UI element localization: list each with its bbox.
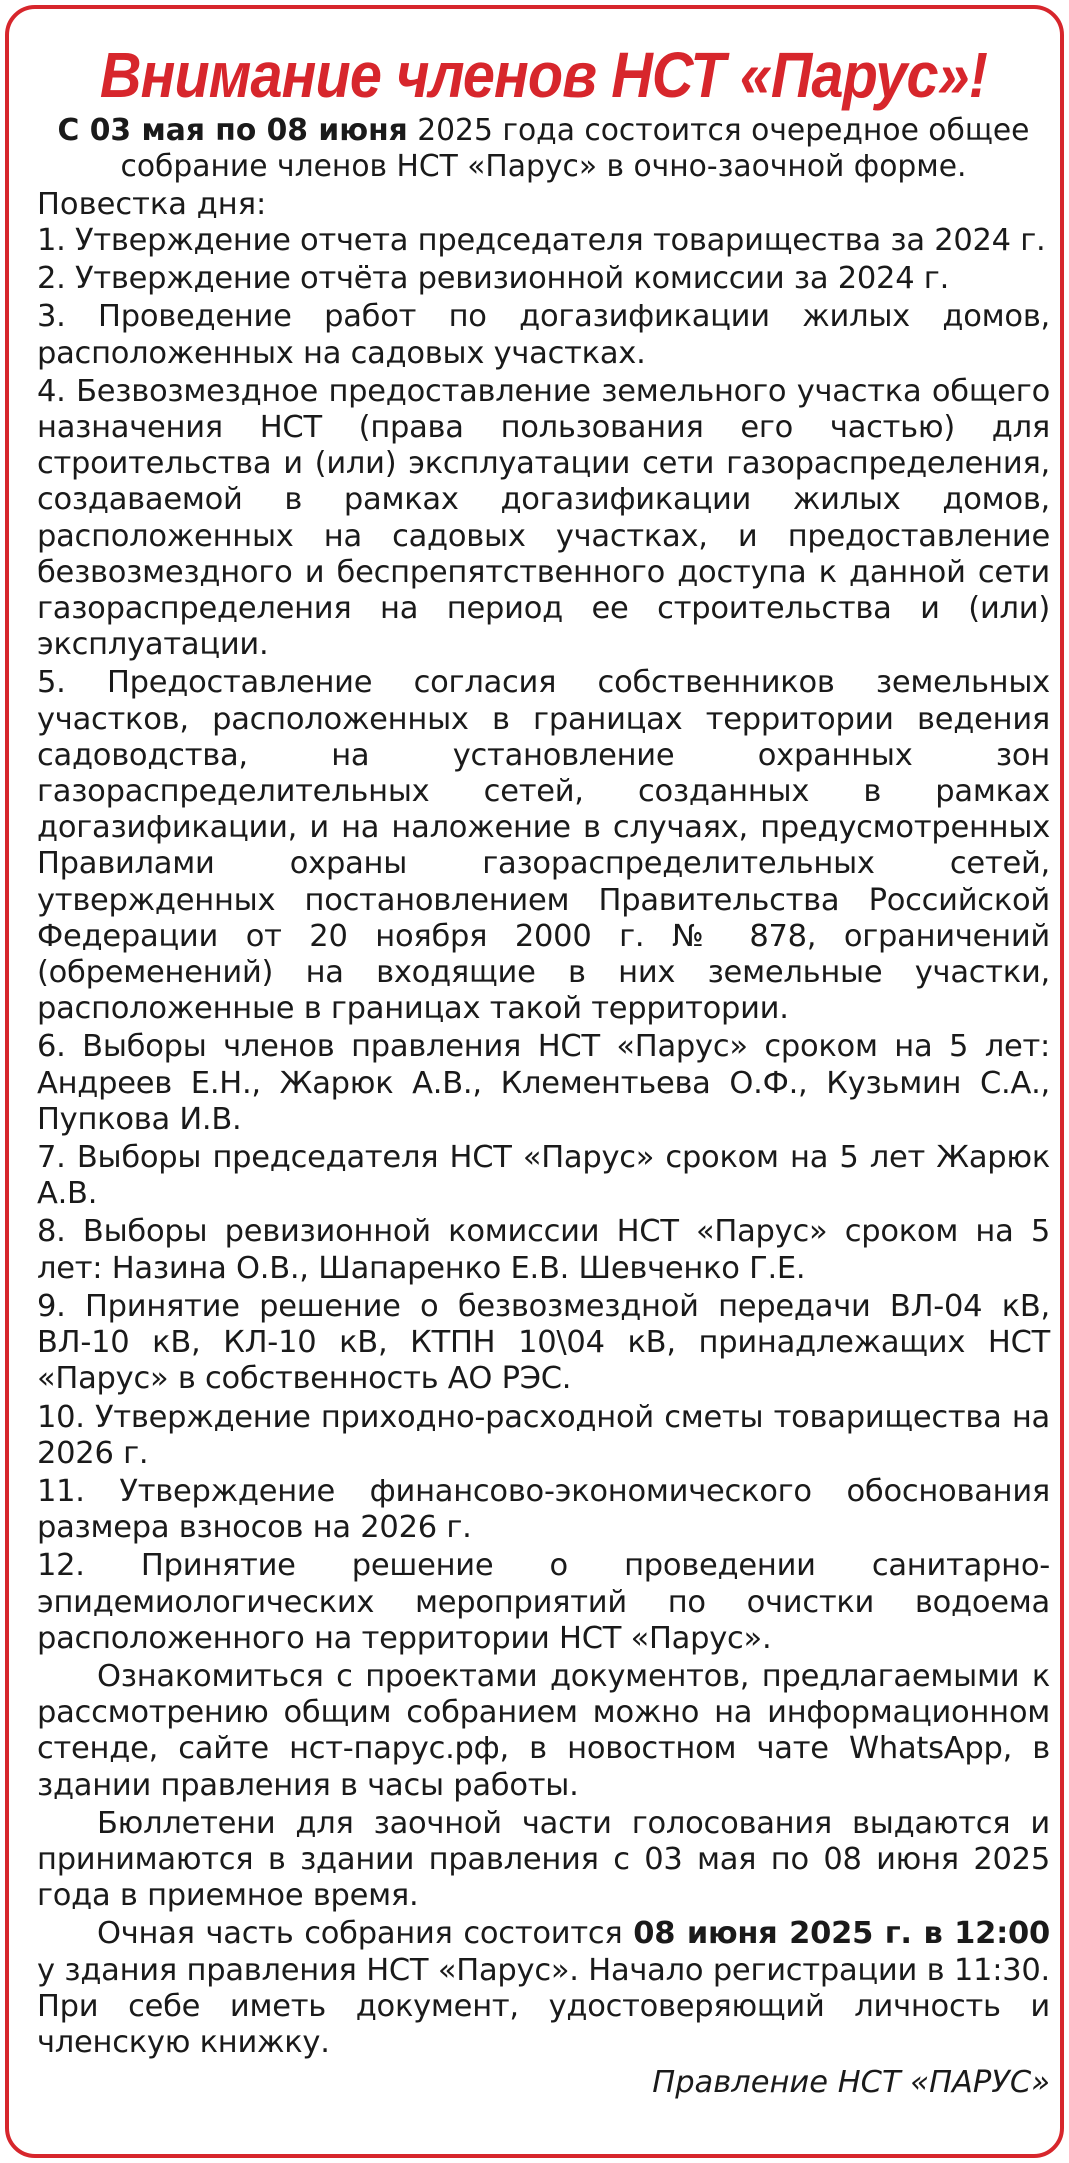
intro-paragraph xyxy=(50,113,1038,185)
agenda-item-7: 7. Выборы председателя НСТ «Парус» сроком на 5 лет Жарюк А.В. xyxy=(37,1140,1050,1212)
documents-paragraph: Ознакомиться с проектами документов, предлагаемыми к рассмотрению общим собранием можно на информационном стенде, сайте нст-парус.рф, в новостном чате WhatsApp, в здании правления в часы работы. xyxy=(37,1658,1050,1803)
signature: Правление НСТ «ПАРУС» xyxy=(652,2065,1050,2101)
agenda-item-5: 5. Предоставление согласия собственников земельных участков, расположенных в границах территории ведения садоводства, на установление охранных зон газораспределительных сетей, созданных в рамках догазификации, и на наложение в случаях, предусмотренных Правилами охраны газораспределительных сетей, утвержденных постановлением Правительства Российской Федерации от 20 ноября 2000 г. № 878, ограничений (обременений) на входящие в них земельные участки, расположенные в границах такой территории. xyxy=(37,665,1050,1027)
agenda-item-11: 11. Утверждение финансово-экономического обоснования размера взносов на 2026 г. xyxy=(37,1473,1050,1546)
notice-frame xyxy=(5,5,1064,2158)
meeting-text-before: Очная часть собрания состоится xyxy=(97,1916,634,1952)
meeting-text-after: у здания правления НСТ «Парус». Начало регистрации в 11:30. При себе иметь документ, удостоверяющий личность и членскую книжку. xyxy=(37,1952,1050,2060)
agenda-item-12: 12. Принятие решение о проведении санитарно-эпидемиологических мероприятий по очистки водоема расположенного на территории НСТ «Парус». xyxy=(37,1548,1050,1656)
agenda-list xyxy=(37,223,1050,1657)
agenda-item-9: 9. Принятие решение о безвозмездной передачи ВЛ-04 кВ, ВЛ-10 кВ, КЛ-10 кВ, КТПН 10\04 кВ, принадлежащих НСТ «Парус» в собственность АО РЭС. xyxy=(37,1288,1050,1397)
agenda-item-6: 6. Выборы членов правления НСТ «Парус» сроком на 5 лет: Андреев Е.Н., Жарюк А.В., Клементьева О.Ф., Кузьмин С.А., Пупкова И.В. xyxy=(37,1029,1050,1137)
intro-text: 2025 года состоится очередное общее собрание членов НСТ «Парус» в очно-заочной форме. xyxy=(120,113,1030,184)
agenda-heading: Повестка дня: xyxy=(37,187,267,222)
intro-dates: С 03 мая по 08 июня xyxy=(57,113,408,148)
notice-title: Внимание членов НСТ «Парус»! xyxy=(99,39,988,111)
agenda-item-2: 2. Утверждение отчёта ревизионной комиссии за 2024 г. xyxy=(37,261,950,297)
agenda-item-8: 8. Выборы ревизионной комиссии НСТ «Парус» сроком на 5 лет: Назина О.В., Шапаренко Е.В. Шевченко Г.Е. xyxy=(37,1214,1050,1286)
meeting-datetime: 08 июня 2025 г. в 12:00 xyxy=(633,1916,1050,1952)
meeting-paragraph xyxy=(37,1916,1050,2061)
agenda-item-10: 10. Утверждение приходно-расходной сметы товарищества на 2026 г. xyxy=(37,1399,1050,1471)
agenda-item-3: 3. Проведение работ по догазификации жилых домов, расположенных на садовых участках. xyxy=(37,299,1050,371)
ballots-paragraph: Бюллетени для заочной части голосования выдаются и принимаются в здании правления с 03 мая по 08 июня 2025 года в приемное время. xyxy=(37,1805,1050,1914)
agenda-item-1: 1. Утверждение отчета председателя товарищества за 2024 г. xyxy=(37,223,1046,258)
agenda-item-4: 4. Безвозмездное предоставление земельного участка общего назначения НСТ (права пользования его частью) для строительства и (или) эксплуатации сети газораспределения, создаваемой в рамках догазификации жилых домов, расположенных на садовых участках, и предоставление безвозмездного и беспрепятственного доступа к данной сети газораспределения на период ее строительства и (или) эксплуатации. xyxy=(37,373,1050,663)
notice-content xyxy=(37,39,1050,2103)
